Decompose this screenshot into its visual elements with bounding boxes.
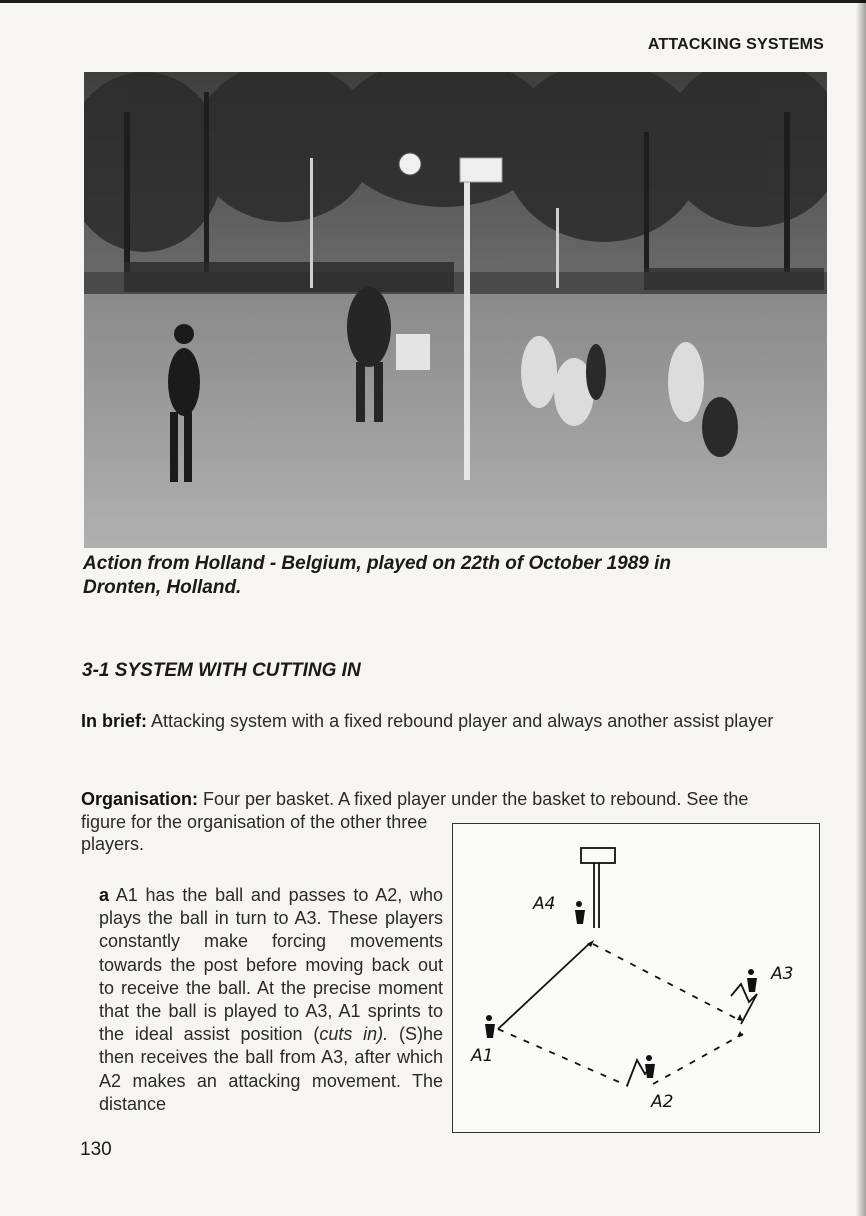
step-a-cuts-in: cuts in). [319,1024,389,1045]
pass-a1-a2 [498,1029,628,1086]
player-a4-icon [575,910,585,924]
player-a1-icon [485,1024,495,1038]
section-title: 3-1 SYSTEM WITH CUTTING IN [82,660,361,681]
pass-a2-a3b [653,1034,743,1084]
page-number: 130 [80,1139,112,1160]
korfball-match-photo-icon [84,72,827,548]
label-a1: A1 [471,1046,494,1066]
label-a3: A3 [771,964,794,984]
player-a4-head-icon [576,901,582,907]
player-a2-head-icon [646,1055,652,1061]
match-photo [84,72,827,548]
step-a-paragraph [99,884,443,1116]
player-a3-icon [747,978,757,992]
organisation-label: Organisation: [81,789,199,809]
page-binding-shadow [856,0,866,1216]
player-a3-head-icon [748,969,754,975]
in-brief-text: Attacking system with a fixed rebound player and always another assist player [147,711,774,731]
running-head: ATTACKING SYSTEMS [647,36,824,53]
pass-a2-a3 [593,944,743,1022]
step-a-text-2: (S)he then receives the ball from A3, after which A2 makes an attacking movement. The distance [99,1024,443,1114]
player-a2-icon [645,1064,655,1078]
player-a1-head-icon [486,1015,492,1021]
organisation-continuation: figure for the organisation of the other three players. [81,812,428,854]
caption-line-2: Dronten, Holland. [83,577,242,598]
caption-line-1: Action from Holland - Belgium, played on 22th of October 1989 in [83,553,672,574]
top-rule [0,0,866,3]
cut-in-line [498,943,590,1029]
system-diagram [452,823,820,1133]
photo-caption [83,552,783,600]
step-a-text-1: A1 has the ball and passes to A2, who plays the ball in turn to A3. These players constantly make forcing movements towards the post before moving back out to receive the ball. At the precise moment that the ball is played to A3, A1 sprints to the ideal assist position ( [99,885,443,1045]
step-a-label: a [99,885,110,905]
label-a2: A2 [651,1092,674,1112]
organisation-paragraph [81,788,821,810]
arrowhead-icon [737,1014,743,1021]
label-a4: A4 [533,894,556,914]
basket-icon [581,848,615,863]
organisation-text: Four per basket. A fixed player under the basket to rebound. See the [198,789,749,809]
in-brief-label: In brief: [81,711,147,731]
in-brief-paragraph [81,710,821,732]
